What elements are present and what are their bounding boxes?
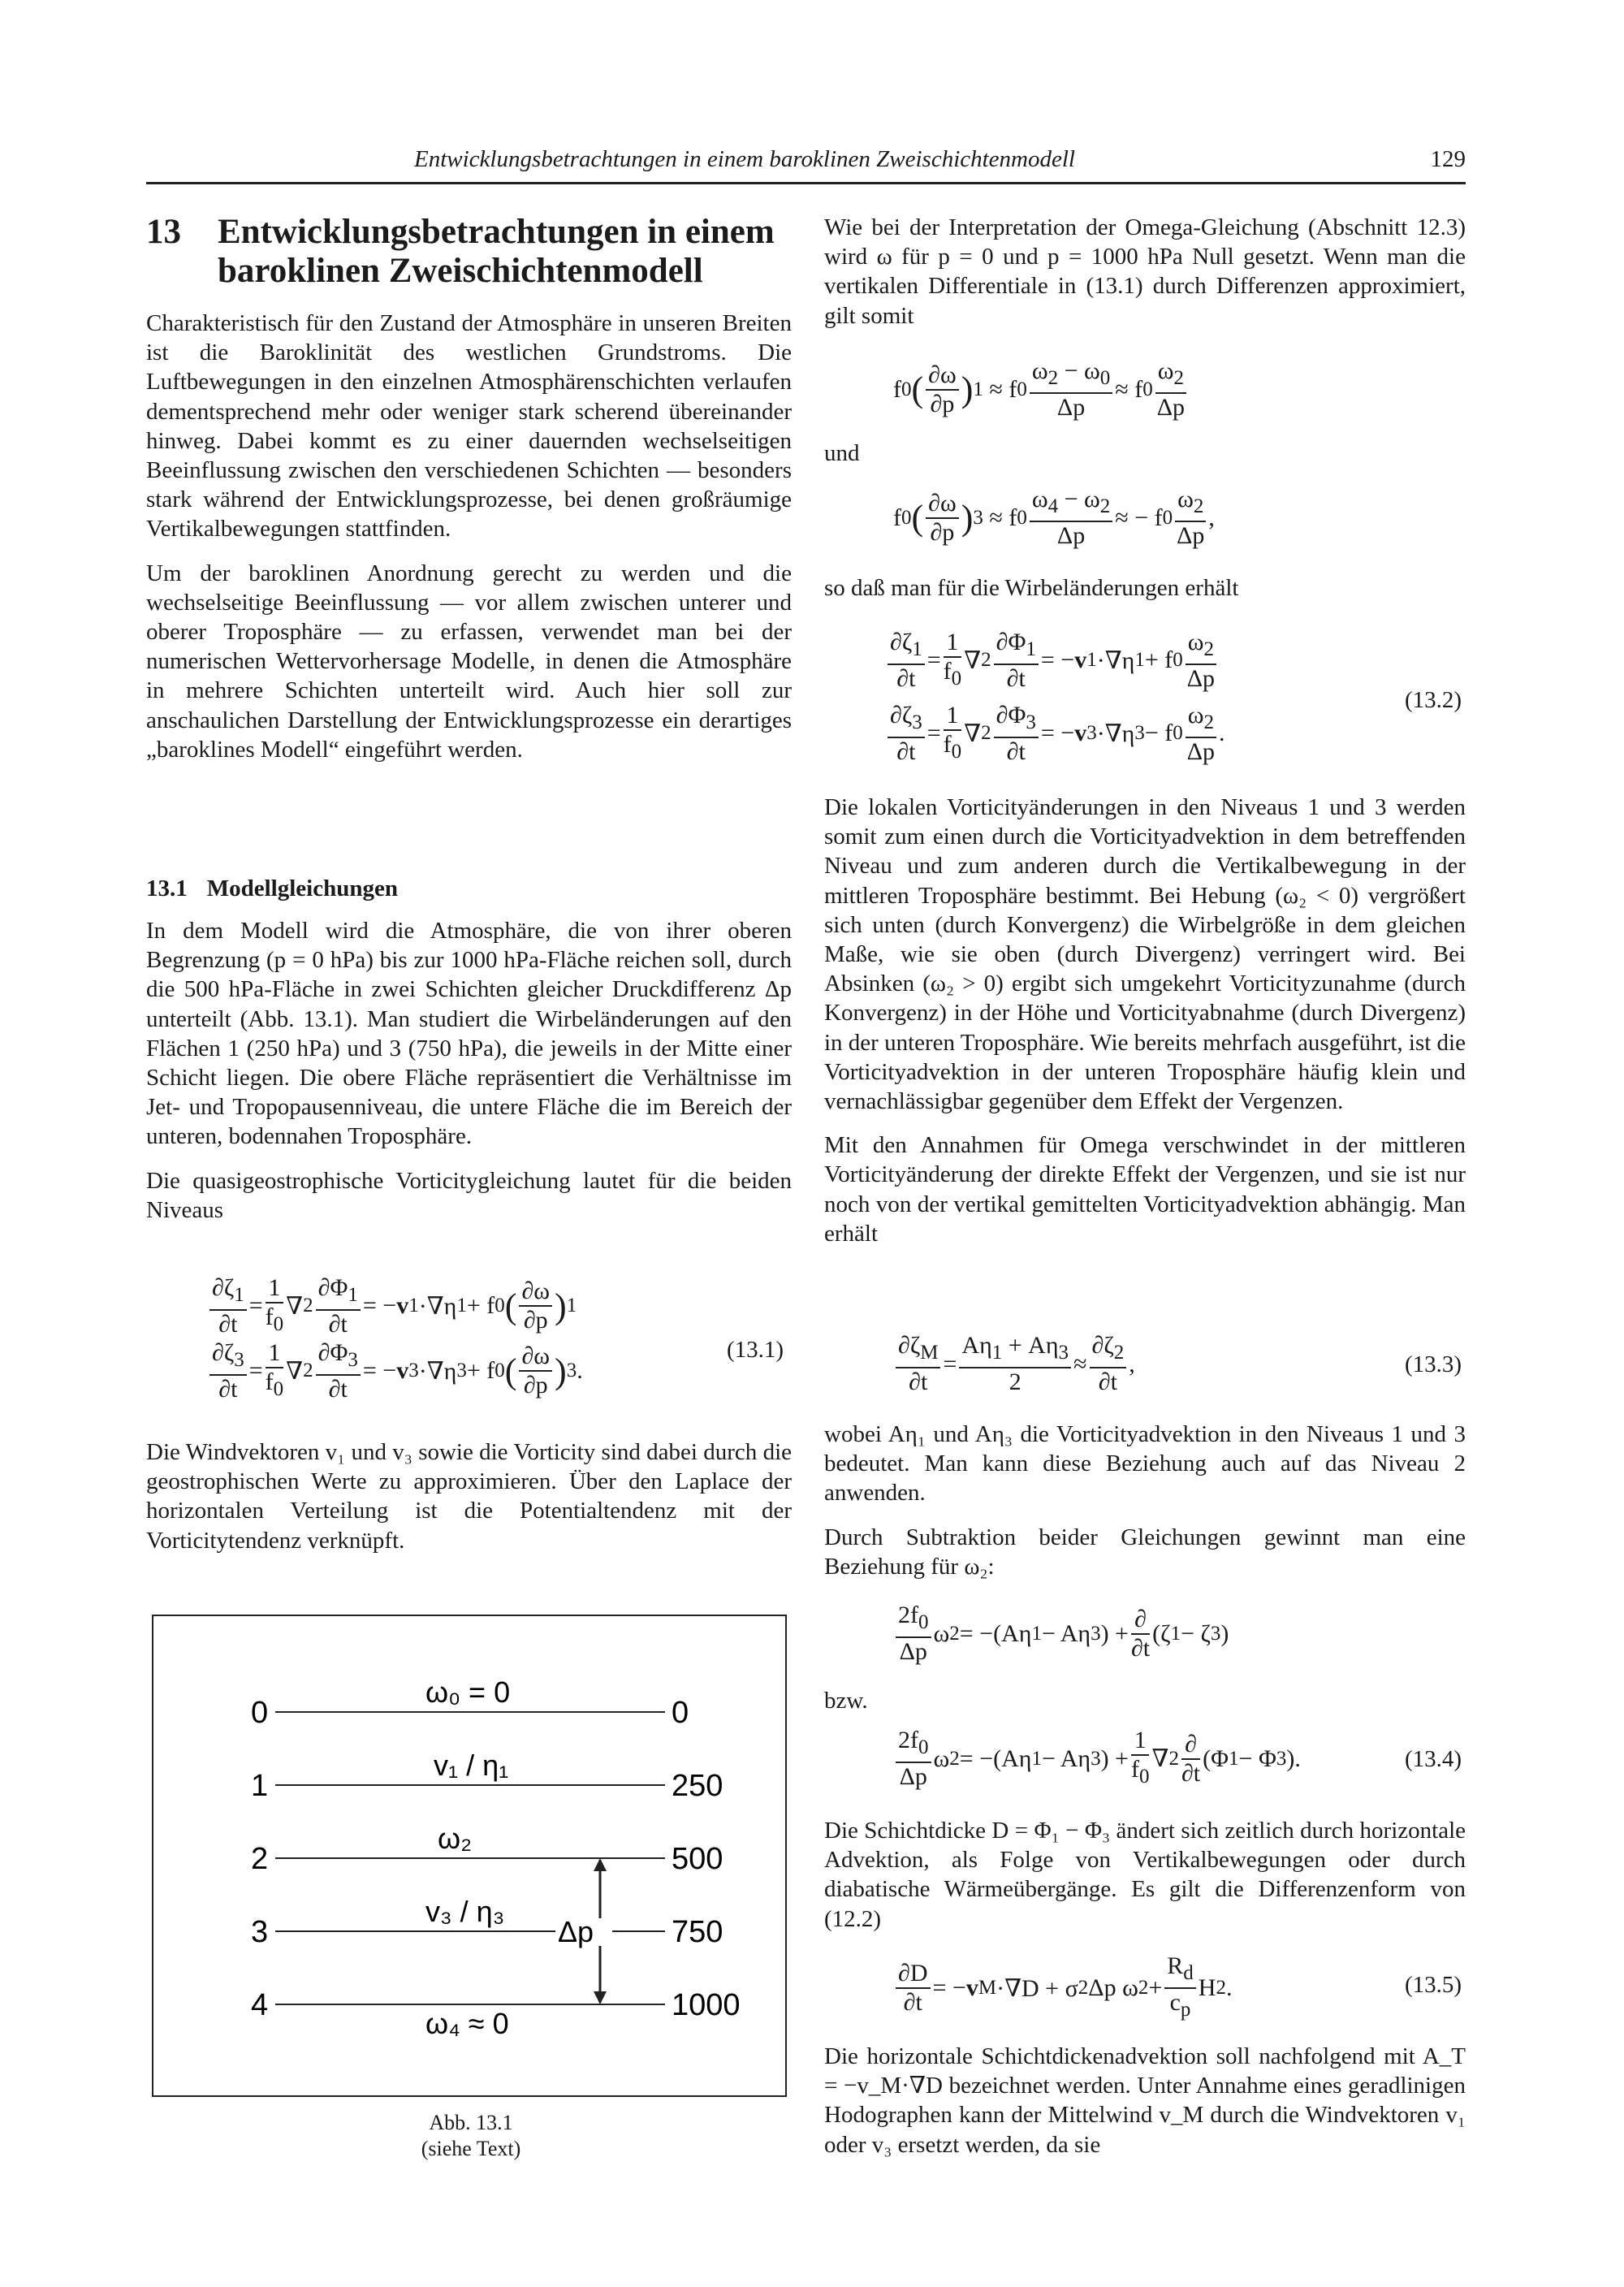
equation-13-2	[885, 624, 1225, 770]
pressure-label: 750	[672, 1915, 723, 1949]
equation-13-4: $\frac{2f_0}{\Delta p}$ ω 2 = −(Aη 1 − Aη 3 ) + $\frac{1}{f_0}$ ∇ 2 $\frac{\partial}{\partial t}$ (Φ 1 − Φ 3 ).	[893, 1727, 1301, 1791]
equation-number: (13.5)	[1405, 1972, 1462, 1998]
equation-number: (13.2)	[1405, 687, 1462, 713]
und-label: und	[824, 440, 860, 466]
right-column-cont	[824, 793, 1466, 1263]
section-number: 13.1	[146, 875, 188, 901]
paragraph: Charakteristisch für den Zustand der Atmosphäre in unseren Breiten ist die Baroklinität des westlichen Grundstroms. Die Luftbewegungen in den einzelnen Atmosphärenschichten verlaufen dementsprechend mehr oder weniger stark scherend übereinander hinweg. Dabei kommt es zu einer dauernden wechselseitigen Beeinflussung zwischen den verschiedenen Schichten — besonders stark während der Entwicklungsprozesse, bei denen großräumige Vertikalbewegungen stattfinden.	[146, 310, 792, 543]
layer-diagram	[153, 1616, 785, 2095]
level-label: v₃ / η₃	[425, 1895, 505, 1928]
equation-line: $\frac{\partial\zeta_3}{\partial t}$ = $\frac{1}{f_0}$ ∇ 2 $\frac{\partial\Phi_3}{\partial t}$ = − v 3 ·∇η 3 + f 0 ( $\frac{\partial\omega}{\partial p}$ ) 3 .	[207, 1338, 694, 1403]
running-header	[146, 146, 1466, 184]
equation-line: $\frac{\partial\zeta_1}{\partial t}$ = $\frac{1}{f_0}$ ∇ 2 $\frac{\partial\Phi_1}{\partial t}$ = − v 1 ·∇η 1 + f 0 $\frac{\omega_2}{\Delta p}$	[885, 624, 1225, 697]
paragraph: wobei Aη₁ und Aη₃ die Vorticityadvektion in den Niveaus 1 und 3 bedeutet. Man kann diese Beziehung auch auf das Niveau 2 anwenden.	[824, 1421, 1466, 1507]
paragraph: In dem Modell wird die Atmosphäre, die von ihrer oberen Begrenzung (p = 0 hPa) bis zur 1000 hPa-Fläche reichen soll, durch die 500 hPa-Fläche in zwei Schichten gleicher Druckdifferenz Δp unterteilt (Abb. 13.1). Man studiert die Wirbeländerungen auf den Flächen 1 (250 hPa) und 3 (750 hPa), die jeweils in der Mitte einer Schicht liegen. Die obere Fläche repräsentiert die Verhältnisse im Jet- und Tropopausenniveau, die untere Fläche die im Bereich der unteren, bodennahen Troposphäre.	[146, 918, 792, 1150]
pressure-label: 1000	[672, 1988, 741, 2022]
level-index: 2	[251, 1842, 269, 1876]
arrow-head-down-icon	[594, 1991, 607, 2004]
chapter-number: 13	[146, 213, 181, 251]
equation-line: $\frac{\partial\zeta_3}{\partial t}$ = $\frac{1}{f_0}$ ∇ 2 $\frac{\partial\Phi_3}{\partial t}$ = − v 3 ·∇η 3 − f 0 $\frac{\omega_2}{\Delta p}$ .	[885, 697, 1225, 770]
right-column-cont2	[824, 1420, 1466, 1596]
equation-approx-2: f 0 ( $\frac{\partial\omega}{\partial p}$ ) 3 ≈ f 0 $\frac{\omega_4 - \omega_2}{\Delta p}$ ≈ − f 0 $\frac{\omega_2}{\Delta p}$ ,	[893, 486, 1215, 549]
delta-p-label: Δp	[558, 1915, 594, 1948]
section-title: Modellgleichungen	[206, 875, 398, 901]
paragraph: Wie bei der Interpretation der Omega-Gleichung (Abschnitt 12.3) wird ω für p = 0 und p = 1000 hPa Null gesetzt. Wenn man die vertikalen Differentiale in (13.1) durch Differenzen approximiert, gilt somit	[824, 214, 1466, 329]
level-label: ω₂	[438, 1822, 473, 1855]
equation-line: $\frac{\partial\zeta_1}{\partial t}$ = $\frac{1}{f_0}$ ∇ 2 $\frac{\partial\Phi_1}{\partial t}$ = − v 1 ·∇η 1 + f 0 ( $\frac{\partial\omega}{\partial p}$ ) 1	[207, 1273, 694, 1338]
paragraph: Die quasigeostrophische Vorticitygleichung lautet für die beiden Niveaus	[146, 1167, 792, 1223]
page-number: 129	[1430, 146, 1466, 172]
equation-13-5: $\frac{\partial D}{\partial t}$ = − v M ·∇D + σ 2 Δp ω 2 + $\frac{R_d}{c_p}$ H 2 .	[893, 1952, 1232, 2024]
figure-caption	[146, 2110, 796, 2162]
pressure-label: 500	[672, 1842, 723, 1876]
left-column-cont	[146, 916, 792, 1239]
equation-omega2-a: $\frac{2f_0}{\Delta p}$ ω 2 = −(Aη 1 − Aη 3 ) + $\frac{\partial}{\partial t}$ (ζ 1 − ζ 3 )	[893, 1602, 1229, 1666]
equation-number: (13.3)	[1405, 1351, 1462, 1377]
equation-13-1	[207, 1273, 694, 1403]
chapter-title-line2: baroklinen Zweischichtenmodell	[218, 252, 703, 290]
left-column	[146, 309, 792, 779]
pressure-label: 0	[672, 1696, 689, 1730]
equation-13-3: $\frac{\partial\zeta_M}{\partial t}$ = $\frac{A\eta_1 + A\eta_3}{2}$ ≈ $\frac{\partial\zeta_2}{\partial t}$ ,	[893, 1332, 1135, 1396]
equation-approx-1: f 0 ( $\frac{\partial\omega}{\partial p}$ ) 1 ≈ f 0 $\frac{\omega_2 - \omega_0}{\Delta p}$ ≈ f 0 $\frac{\omega_2}{\Delta p}$	[893, 357, 1186, 421]
caption-line: (siehe Text)	[421, 2137, 521, 2160]
level-index: 1	[251, 1769, 269, 1803]
level-label: ω₀ = 0	[425, 1675, 511, 1709]
paragraph: Durch Subtraktion beider Gleichungen gewinnt man eine Beziehung für ω₂:	[824, 1524, 1466, 1580]
level-index: 3	[251, 1915, 269, 1949]
figure-13-1	[152, 1615, 787, 2097]
paragraph: Die lokalen Vorticityänderungen in den Niveaus 1 und 3 werden somit zum einen durch die Vorticityadvektion in dem betreffenden Niveau und zum anderen durch die Vertikalbewegung in der mittleren Troposphäre bestimmt. Bei Hebung (ω₂ < 0) vergrößert sich unten (durch Konvergenz) die Wirbelgröße in dem gleichen Maße, wie sie oben (durch Divergenz) verringert wird. Bei Absinken (ω₂ > 0) ergibt sich umgekehrt Vorticityzunahme (durch Konvergenz) in der Höhe und Vorticityabnahme (durch Divergenz) in der unteren Troposphäre. Wie bereits mehrfach ausgeführt, ist die Vorticityadvektion in der unteren Troposphäre häufig klein und vernachlässigbar gegenüber dem Effekt der Vergenzen.	[824, 794, 1466, 1115]
paragraph: Um der baroklinen Anordnung gerecht zu werden und die wechselseitige Beeinflussung — vor allem zwischen unterer und oberer Troposphäre — zu erfassen, verwendet man bei der numerischen Wettervorhersage Modelle, in denen die Atmosphäre in mehrere Schichten unterteilt wird. Auch hier soll zur anschaulichen Darstellung der Entwicklungsprozesse ein derartiges „baroklines Modell“ eingeführt werden.	[146, 560, 792, 763]
level-index: 4	[251, 1988, 269, 2022]
paragraph: Die Windvektoren v₁ und v₃ sowie die Vorticity sind dabei durch die geostrophischen Werte zu approximieren. Über den Laplace der horizontalen Verteilung ist die Potentialtendenz mit der Vorticitytendenz verknüpft.	[146, 1439, 792, 1554]
left-column-end	[146, 1437, 792, 1570]
bzw-label: bzw.	[824, 1688, 868, 1714]
running-title: Entwicklungsbetrachtungen in einem baroklinen Zweischichtenmodell	[414, 146, 1075, 172]
paragraph: so daß man für die Wirbeländerungen erhält	[824, 575, 1239, 601]
section-heading	[146, 875, 398, 902]
equation-number: (13.1)	[727, 1337, 784, 1363]
right-column	[824, 213, 1466, 345]
level-label: ω₄ ≈ 0	[425, 2007, 509, 2040]
pressure-label: 250	[672, 1769, 723, 1803]
level-label: v₁ / η₁	[434, 1749, 509, 1782]
equation-number: (13.4)	[1405, 1746, 1462, 1772]
right-column-cont3	[824, 1816, 1466, 1948]
chapter-heading	[146, 213, 792, 291]
paragraph: Die Schichtdicke D = Φ₁ − Φ₃ ändert sich zeitlich durch horizontale Advektion, als Folge von Vertikalbewegungen oder durch diabatische Wärmeübergänge. Es gilt die Differenzenform von (12.2)	[824, 1818, 1466, 1932]
level-index: 0	[251, 1696, 269, 1730]
right-column-end	[824, 2042, 1466, 2174]
chapter-title-line1: Entwicklungsbetrachtungen in einem	[218, 213, 775, 251]
arrow-head-up-icon	[594, 1858, 607, 1871]
paragraph: Mit den Annahmen für Omega verschwindet in der mittleren Vorticityänderung der direkte Effekt der Vergenzen, und sie ist nur noch von der vertikal gemittelten Vorticityadvektion abhängig. Man erhält	[824, 1132, 1466, 1247]
caption-line: Abb. 13.1	[429, 2111, 513, 2134]
paragraph: Die horizontale Schichtdickenadvektion soll nachfolgend mit A_T = −v_M·∇D bezeichnet werden. Unter Annahme eines geradlinigen Hodographen kann der Mittelwind v_M durch die Windvektoren v₁ oder v₃ ersetzt werden, da sie	[824, 2043, 1466, 2158]
